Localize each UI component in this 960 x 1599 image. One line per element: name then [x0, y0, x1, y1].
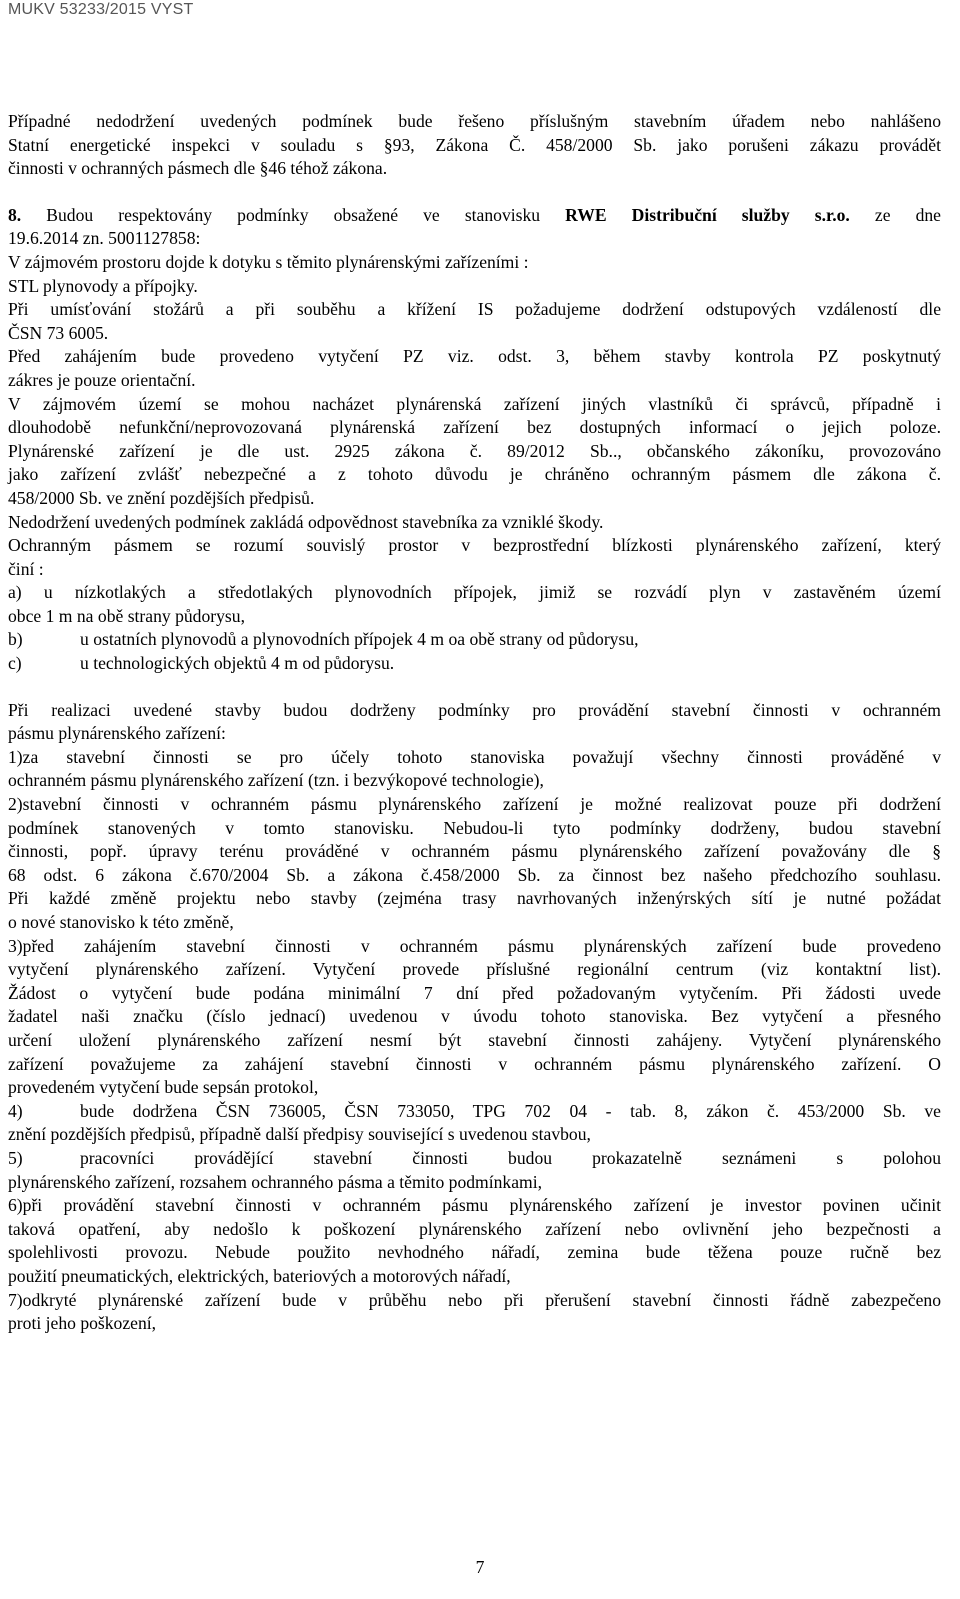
text-line: 3)před zahájením stavební činnosti v ochranném pásmu plynárenských zařízení bude provedeno [8, 935, 941, 956]
text-line: proti jeho poškození, [8, 1313, 157, 1334]
text-line: jako zařízení zvlášť nebezpečné a z tohoto důvodu je chráněno ochranným pásmem dle zákona č. [8, 464, 941, 485]
list-item [8, 1100, 941, 1124]
text-line: zákres je pouze orientační. [8, 369, 196, 390]
spacer [8, 676, 941, 699]
text-line: taková opatření, aby nedošlo k poškození plynárenského zařízení nebo ovlivnění jeho bezpečnosti a [8, 1218, 941, 1239]
text-line: Ochranným pásmem se rozumí souvislý prostor v bezprostřední blízkosti plynárenského zařízení, který [8, 535, 941, 556]
text-line: určení uložení plynárenského zařízení nesmí být stavební činnosti zahájeny. Vytyčení plynárenského [8, 1029, 941, 1050]
text-line: dlouhodobě nefunkční/neprovozovaná plynárenská zařízení bez dostupných informací o jejich poloze. [8, 417, 941, 438]
text-line: použití pneumatických, elektrických, bateriových a motorových nářadí, [8, 1265, 511, 1286]
text-line: STL plynovody a přípojky. [8, 275, 198, 296]
text-line: činnosti v ochranných pásmech dle §46 téhož zákona. [8, 158, 388, 179]
section-8-heading-line [8, 204, 941, 228]
text-line: o nové stanovisko k této změně, [8, 912, 234, 932]
list-item-text: u ostatních plynovodů a plynovodních přípojek 4 m oa obě strany od půdorysu, [80, 629, 639, 650]
list-item-text: pracovníci provádějící stavební činnosti budou prokazatelně seznámeni s polohou [80, 1147, 941, 1168]
text-line: podmínek stanovených v tomto stanovisku. Nebudou-li tyto podmínky dodrženy, budou stavební [8, 817, 941, 838]
text-line: 68 odst. 6 zákona č.670/2004 Sb. a zákona č.458/2000 Sb. za činnost bez našeho předchozího souhlasu. [8, 864, 941, 885]
text-line: zařízení považujeme za zahájení stavební činnosti v ochranném pásmu plynárenského zařízení. O [8, 1053, 941, 1074]
text-line: ochranném pásmu plynárenského zařízení (tzn. i bezvýkopové technologie), [8, 770, 544, 791]
text-line: provedeném vytyčení bude sepsán protokol, [8, 1077, 319, 1098]
list-marker: 4) [8, 1100, 23, 1121]
text-line: a) u nízkotlakých a středotlakých plynovodních přípojek, jimiž se rozvádí plyn v zastavěném území [8, 582, 941, 603]
text-line: 19.6.2014 zn. 5001127858: [8, 228, 201, 249]
section-number: 8. [8, 204, 22, 225]
document-body [8, 110, 941, 1336]
text-line: Nedodržení uvedených podmínek zakládá odpovědnost stavebníka za vzniklé škody. [8, 511, 604, 532]
list-marker: b) [8, 629, 23, 650]
text-line: V zájmovém prostoru dojde k dotyku s těmito plynárenskými zařízeními : [8, 251, 529, 272]
text-line: Žádost o vytyčení bude podána minimální 7 dní před požadovaným vytyčením. Při žádosti uvede [8, 982, 941, 1003]
text-line: činí : [8, 558, 44, 579]
list-item [8, 1147, 941, 1171]
document-reference-header: MUKV 53233/2015 VYST [8, 1, 194, 18]
spacer [8, 181, 941, 204]
text-span: Budou respektovány podmínky obsažené ve stanovisku [21, 204, 566, 225]
company-name: RWE Distribuční služby s.r.o. [565, 204, 850, 225]
text-span: ze dne [849, 204, 941, 225]
text-line: 6)při provádění stavební činnosti v ochranném pásmu plynárenského zařízení je investor povinen učinit [8, 1195, 941, 1216]
text-line: ČSN 73 6005. [8, 322, 109, 343]
text-line: 2)stavební činnosti v ochranném pásmu plynárenského zařízení je možné realizovat pouze při dodržení [8, 794, 941, 815]
text-line: plynárenského zařízení, rozsahem ochranného pásma a těmito podmínkami, [8, 1171, 542, 1192]
text-line: 458/2000 Sb. ve znění pozdějších předpisů. [8, 487, 315, 508]
text-line: 7)odkryté plynárenské zařízení bude v průběhu nebo při přerušení stavební činnosti řádně zabezpečeno [8, 1289, 941, 1310]
text-line: obce 1 m na obě strany půdorysu, [8, 605, 245, 626]
text-line: 1)za stavební činnosti se pro účely tohoto stanoviska považují všechny činnosti prováděné v [8, 746, 941, 767]
list-item-text: u technologických objektů 4 m od půdorysu. [80, 653, 395, 674]
page-number: 7 [475, 1557, 485, 1577]
list-item [8, 628, 941, 652]
text-line: Při umísťování stožárů a při souběhu a křížení IS požadujeme dodržení odstupových vzdáleností dle [8, 299, 941, 320]
text-line: žadatel naši značku (číslo jednací) uvedenou v úvodu tohoto stanoviska. Bez vytyčení a přesného [8, 1006, 941, 1027]
text-line: Před zahájením bude provedeno vytyčení PZ viz. odst. 3, během stavby kontrola PZ poskytnutý [8, 346, 941, 367]
list-item-text: bude dodržena ČSN 736005, ČSN 733050, TPG 702 04 - tab. 8, zákon č. 453/2000 Sb. ve [80, 1100, 941, 1121]
text-line: pásmu plynárenského zařízení: [8, 723, 226, 744]
text-line: Případné nedodržení uvedených podmínek bude řešeno příslušným stavebním úřadem nebo nahlášeno [8, 111, 941, 131]
list-item [8, 652, 941, 676]
text-line: Statní energetické inspekci v souladu s §93, Zákona Č. 458/2000 Sb. jako porušeni zákazu provádět [8, 134, 941, 155]
list-marker: c) [8, 653, 22, 674]
text-line: Při každé změně projektu nebo stavby (zejména trasy navrhovaných inženýrských sítí je nutné požádat [8, 888, 941, 909]
list-marker: 5) [8, 1147, 23, 1168]
text-line: znění pozdějších předpisů, případně další předpisy související s uvedenou stavbou, [8, 1124, 591, 1145]
text-line: spolehlivosti provozu. Nebude použito nevhodného nářadí, zemina bude těžena pouze ručně bez [8, 1242, 941, 1263]
text-line: činnosti, popř. úpravy terénu prováděné v ochranném pásmu plynárenského zařízení považovány dle § [8, 841, 941, 862]
text-line: vytyčení plynárenského zařízení. Vytyčení provede příslušné regionální centrum (viz kontaktní list). [8, 959, 941, 980]
text-line: Při realizaci uvedené stavby budou dodrženy podmínky pro provádění stavební činnosti v ochranném [8, 699, 941, 720]
text-line: Plynárenské zařízení je dle ust. 2925 zákona č. 89/2012 Sb.., občanského zákoníku, provozováno [8, 440, 941, 461]
text-line: V zájmovém území se mohou nacházet plynárenská zařízení jiných vlastníků či správců, případně i [8, 393, 941, 414]
